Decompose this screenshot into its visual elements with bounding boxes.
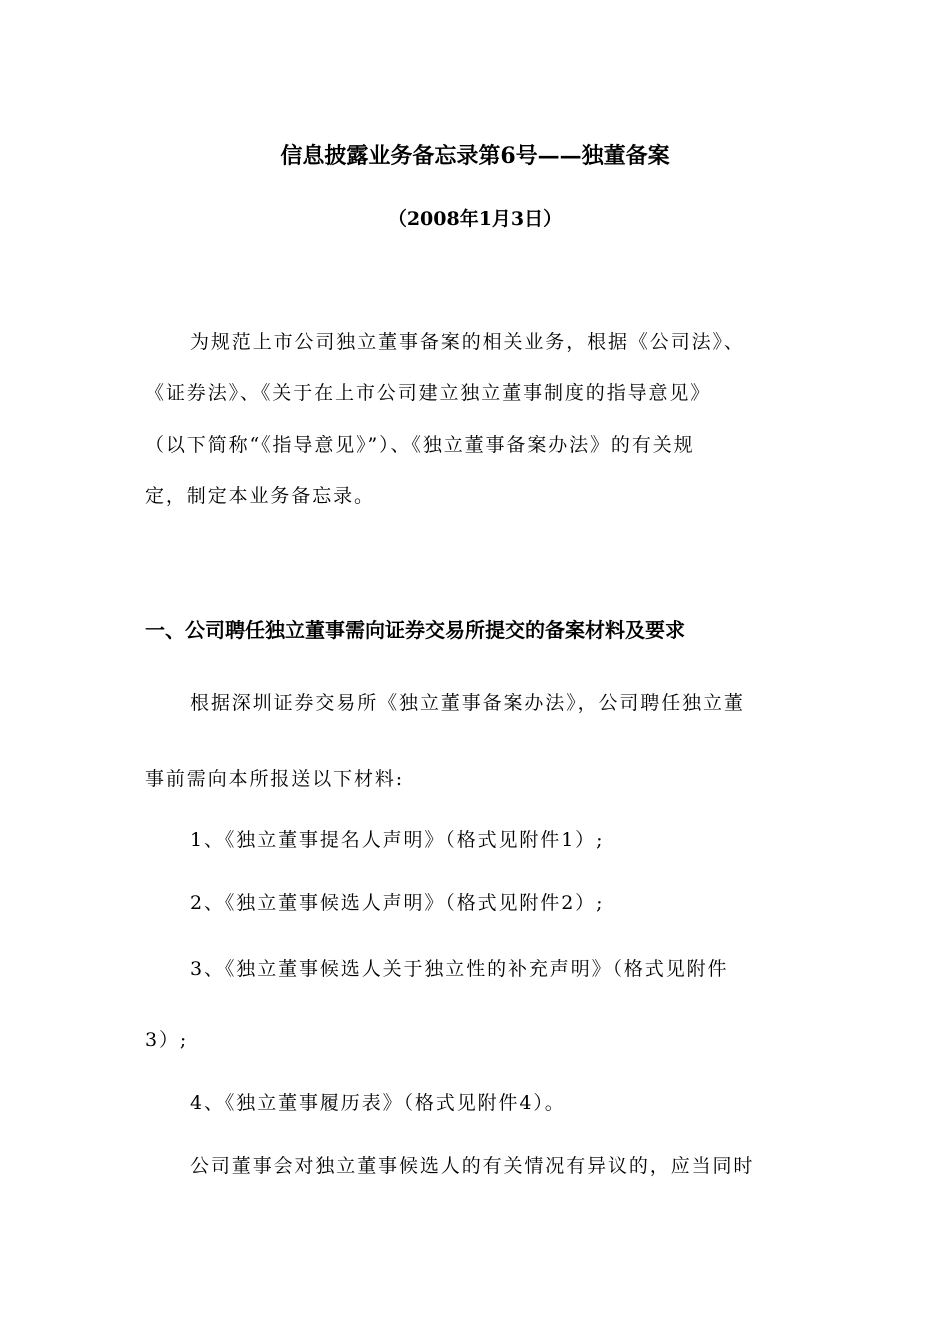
list-item-4: 4、《独立董事履历表》（格式见附件4）。	[190, 1092, 566, 1114]
intro-line-4: 定，制定本业务备忘录。	[145, 485, 375, 507]
list-item-2: 2、《独立董事候选人声明》（格式见附件2）;	[190, 892, 605, 914]
list-item-3: 3、《独立董事候选人关于独立性的补充声明》（格式见附件	[190, 958, 729, 980]
intro-line-2: 《证券法》、《关于在上市公司建立独立董事制度的指导意见》	[145, 382, 712, 404]
section-1-para-line-2: 事前需向本所报送以下材料:	[145, 768, 405, 790]
intro-line-3: （以下简称“《指导意见》”）、《独立董事备案办法》的有关规	[145, 434, 695, 456]
list-item-1: 1、《独立董事提名人声明》（格式见附件1）;	[190, 829, 605, 851]
list-item-3-continued: 3）;	[145, 1029, 189, 1051]
section-1-para-line-1: 根据深圳证券交易所《独立董事备案办法》，公司聘任独立董	[190, 692, 745, 714]
intro-line-1: 为规范上市公司独立董事备案的相关业务，根据《公司法》、	[190, 331, 745, 353]
document-date: （2008年1月3日）	[387, 208, 563, 230]
closing-line-1: 公司董事会对独立董事候选人的有关情况有异议的，应当同时	[190, 1155, 755, 1177]
section-1-heading: 一、公司聘任独立董事需向证券交易所提交的备案材料及要求	[145, 618, 685, 642]
document-title: 信息披露业务备忘录第6号——独董备案	[280, 143, 670, 169]
